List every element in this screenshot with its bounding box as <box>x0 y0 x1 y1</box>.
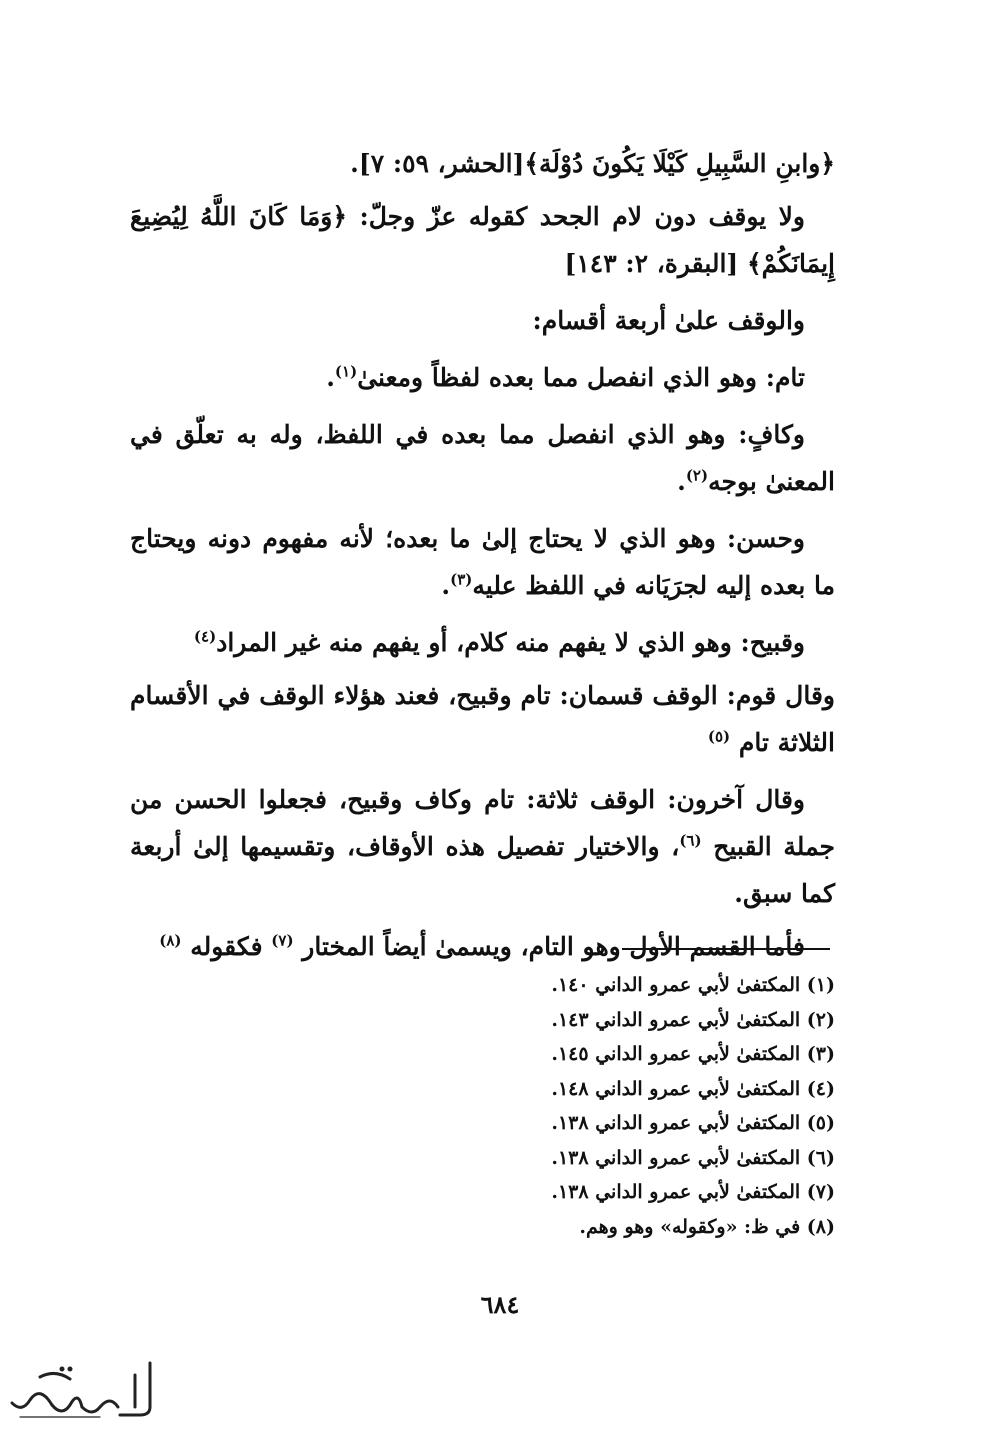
paragraph <box>130 411 835 505</box>
text-segment: ولا يوقف دون لام الجحد كقوله عزّ وجلّ: <box>346 202 805 231</box>
paragraph <box>130 297 835 344</box>
text-segment: والوقف علىٰ أربعة أقسام: <box>532 306 805 335</box>
footnote: (٣) المكتفىٰ لأبي عمرو الداني ١٤٥. <box>551 1043 835 1065</box>
text-segment: ، والاختيار تفصيل هذه الأوقاف، وتقسيمها إلىٰ أربعة كما سبق. <box>130 832 835 908</box>
text-segment: فكقوله <box>181 932 272 961</box>
main-text <box>130 140 835 976</box>
footnote-reference: (٨) <box>159 931 182 950</box>
footnote-separator <box>622 948 830 950</box>
footnote: (٥) المكتفىٰ لأبي عمرو الداني ١٣٨. <box>551 1112 835 1134</box>
text-segment: . <box>441 571 451 600</box>
paragraph <box>130 354 835 401</box>
text-segment: وقال قوم: الوقف قسمان: تام وقبيح، فعند هؤلاء الوقف في الأقسام الثلاثة تام <box>130 681 835 757</box>
footnote: (٤) المكتفىٰ لأبي عمرو الداني ١٤٨. <box>551 1077 835 1100</box>
text-segment: وحسن: وهو الذي لا يحتاج إلىٰ ما بعده؛ لأنه مفهوم دونه ويحتاج ما بعده إليه لجرَيَانه في اللفظ عليه <box>130 524 835 600</box>
watermark-logo <box>0 1355 160 1430</box>
page-number: ٦٨٤ <box>480 1290 520 1319</box>
text-segment: تام: وهو الذي انفصل مما بعده لفظاً ومعنىٰ <box>357 363 805 392</box>
footnote: (١) المكتفىٰ لأبي عمرو الداني ١٤٠. <box>551 974 835 996</box>
text-segment: وكافٍ: وهو الذي انفصل مما بعده في اللفظ، وله به تعلّق في المعنىٰ بوجه <box>130 420 835 496</box>
paragraph <box>130 515 835 609</box>
footnote-reference: (٥) <box>707 727 731 746</box>
footnote-reference: (٣) <box>450 570 473 589</box>
paragraph <box>130 193 835 287</box>
paragraph <box>130 672 835 766</box>
text-segment: [الحشر، ٥٩: ٧]. <box>350 149 525 178</box>
quran-quote: ﴿وابنِ السَّبِيلِ كَيْلَا يَكُونَ دُوْلَة﴾ <box>524 149 835 178</box>
paragraph <box>130 619 835 666</box>
footnote-reference: (٦) <box>679 831 702 850</box>
paragraph <box>130 923 835 970</box>
text-segment: . <box>677 467 686 496</box>
footnote-reference: (٧) <box>271 931 294 950</box>
paragraph <box>130 776 835 917</box>
footnotes-list <box>400 968 835 1244</box>
quran-quote: ﴿وَمَا كَانَ اللَّهُ لِيُضِيعَ إِيمَانَكُمْ﴾ <box>130 202 835 278</box>
footnote: (٢) المكتفىٰ لأبي عمرو الداني ١٤٣. <box>551 1008 835 1031</box>
text-segment: [البقرة، ٢: ١٤٣] <box>564 249 747 278</box>
footnote: (٦) المكتفىٰ لأبي عمرو الداني ١٣٨. <box>551 1146 835 1169</box>
paragraph <box>130 140 835 187</box>
footnote-reference: (١) <box>334 362 358 381</box>
text-segment: فأما القسم الأول وهو التام، ويسمىٰ أيضاً المختار <box>293 932 805 961</box>
footnote-reference: (٤) <box>193 627 217 646</box>
footnote-reference: (٢) <box>685 466 709 485</box>
text-segment: وقال آخرون: الوقف ثلاثة: تام وكاف وقبيح، فجعلوا الحسن من جملة القبيح <box>130 785 835 861</box>
footnote: (٨) في ظ: «وكقوله» وهو وهم. <box>579 1215 835 1238</box>
text-segment: وقبيح: وهو الذي لا يفهم منه كلام، أو يفهم منه غير المراد <box>216 628 805 657</box>
text-segment: . <box>326 363 335 392</box>
footnote: (٧) المكتفىٰ لأبي عمرو الداني ١٣٨. <box>551 1181 835 1203</box>
